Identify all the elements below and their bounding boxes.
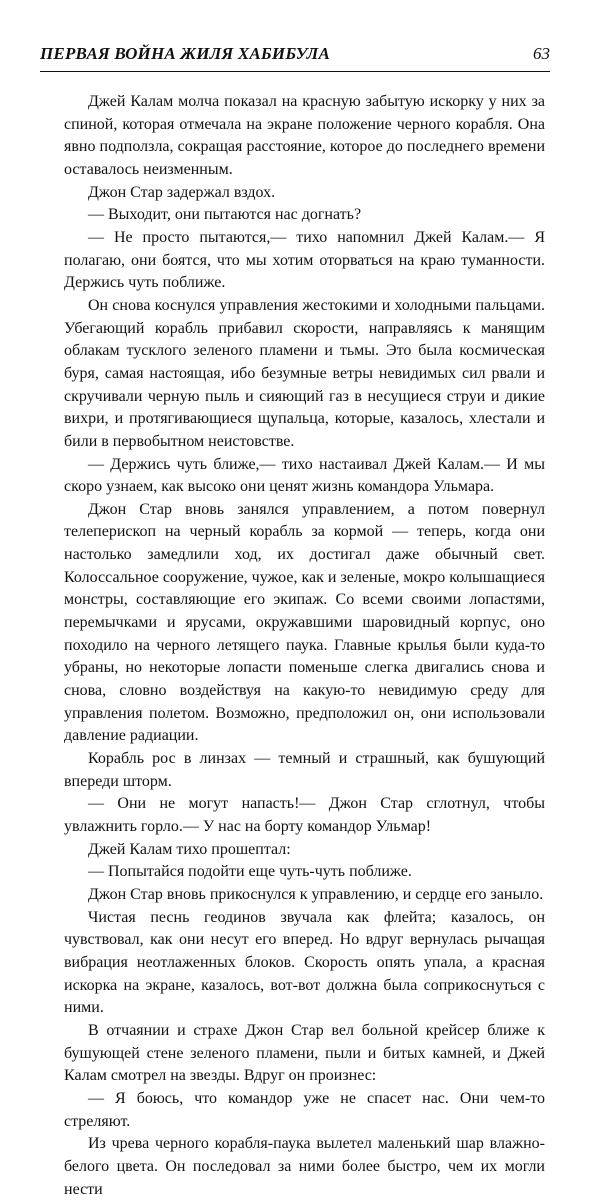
paragraph: Джей Калам молча показал на красную забытую искорку у них за спиной, которая отмечала на экране положение черного корабля. Она явно подползла, сокращая расстояние, которое до последнего времени оставалось неизменным. [64,93,545,178]
paragraph: — Не просто пытаются,— тихо напомнил Джей Калам.— Я полагаю, они боятся, что мы хотим оторваться на краю туманности. Держись чуть поближе. [64,228,545,292]
running-header [40,44,550,70]
paragraph: Джей Калам тихо прошептал: [88,840,291,858]
paragraph: — Выходит, они пытаются нас догнать? [88,206,362,224]
page-number: 63 [533,44,550,63]
paragraph: Он снова коснулся управления жестокими и холодными пальцами. Убегающий корабль прибавил скорости, направляясь к манящим облакам тусклого зеленого пламени и тьмы. Это была космическая буря, самая настоящая, ибо безумные ветры невидимых сил рвали и скручивали черную пыль и сияющий газ в несущиеся струи и дикие вихри, и протягивающиеся щупальца, которые, казалось, хлестали и били в первобытном неистовстве. [64,296,545,450]
paragraph: — Держись чуть ближе,— тихо настаивал Джей Калам.— И мы скоро узнаем, как высоко они ценят жизнь командора Ульмара. [64,455,545,496]
paragraph: Из чрева черного корабля-паука вылетел маленький шар влажно-белого цвета. Он последовал за ними более быстро, чем их могли нести [64,1135,545,1198]
paragraph: Джон Стар вновь прикоснулся к управлению, и сердце его заныло. [88,885,544,903]
paragraph: Джон Стар вновь занялся управлением, а потом повернул телеперископ на черный корабль за кормой — теперь, когда они настолько замедлили ход, их достигал даже обычный свет. Колоссальное сооружение, чужое, как и зеленые, мокро колышащиеся монстры, составляющие его экипаж. Со всеми своими лопастями, перемычками и ярусами, окружавшими шаровидный корпус, оно походило на черного летящего паука. Главные крылья были куда-то убраны, но некоторые лопасти поменьше слегка двигались снова и снова, словно воздействуя на какую-то невидимую среду для управления полетом. Возможно, предположил он, они использовали давление радиации. [64,500,546,745]
paragraph: Чистая песнь геодинов звучала как флейта; казалось, он чувствовал, как они несут его вперед. Но вдруг вернулась рычащая вибрация неотлаженных блоков. Скорость опять упала, а красная искорка на экране, казалось, вот-вот должна была соприкоснуться с ними. [64,908,545,1017]
paragraph: — Я боюсь, что командор уже не спасет нас. Они чем-то стреляют. [64,1089,545,1130]
page-body-text [64,91,545,1201]
paragraph: — Попытайся подойти еще чуть-чуть поближе. [88,863,412,881]
paragraph: В отчаянии и страхе Джон Стар вел больной крейсер ближе к бушующей стене зеленого пламени, пыли и битых камней, и Джей Калам смотрел на звезды. Вдруг он произнес: [64,1021,545,1085]
paragraph: Корабль рос в линзах — темный и страшный, как бушующий впереди шторм. [64,750,545,790]
header-divider [40,71,550,72]
running-header-title: ПЕРВАЯ ВОЙНА ЖИЛЯ ХАБИБУЛА [40,44,330,63]
paragraph: — Они не могут напасть!— Джон Стар сглотнул, чтобы увлажнить горло.— У нас на борту командор Ульмар! [64,795,545,835]
paragraph: Джон Стар задержал вздох. [88,183,276,201]
